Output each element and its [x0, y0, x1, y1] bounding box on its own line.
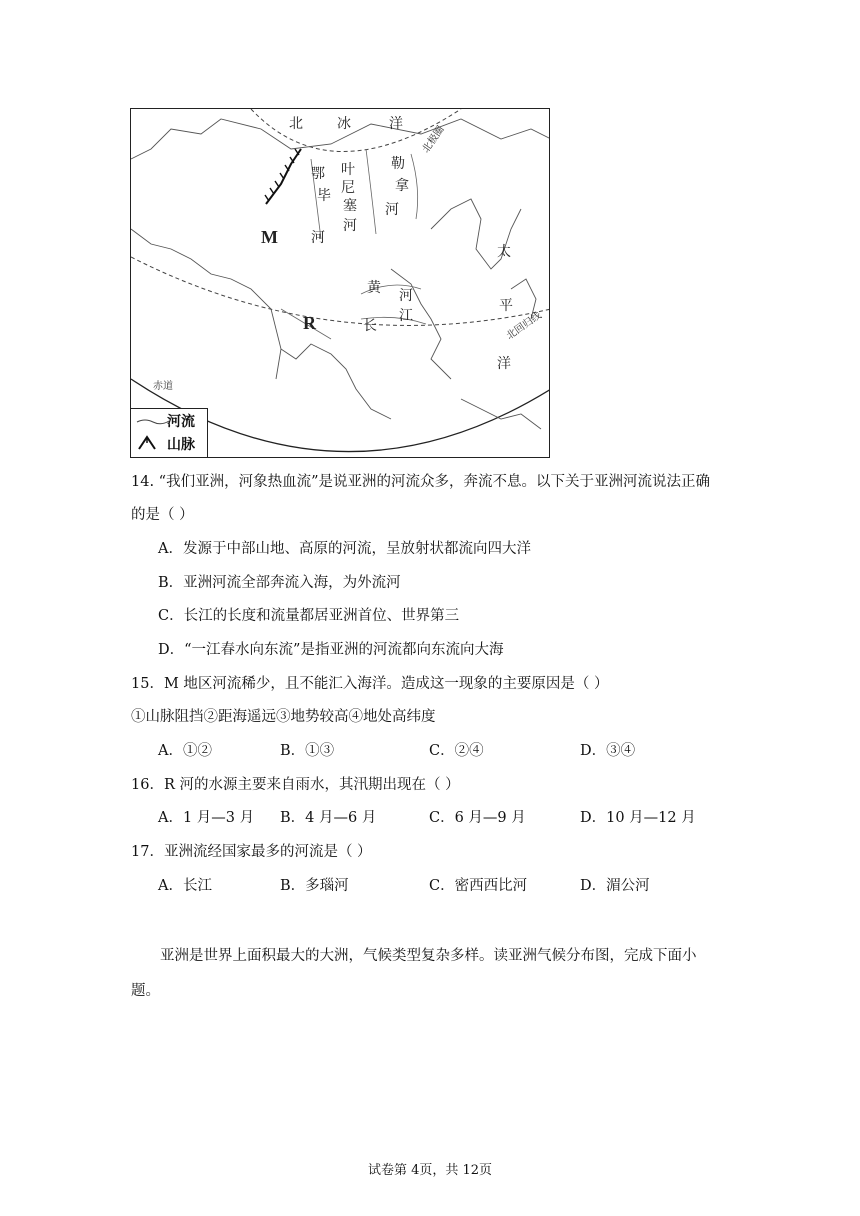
question-15: 15．M 地区河流稀少，且不能汇入海洋。造成这一现象的主要原因是（ ） — [131, 676, 609, 692]
legend-mountain: 山脉 — [167, 437, 195, 453]
map-legend — [131, 408, 208, 457]
label-yenisei-4: 河 — [343, 218, 357, 234]
label-pacific-1: 太 — [497, 244, 511, 260]
label-arctic-circle: 北极圈 — [420, 124, 447, 156]
label-pacific-3: 洋 — [497, 356, 511, 372]
q16-option-a: A．1 月—3 月 — [158, 810, 255, 826]
label-lena-2: 拿 — [395, 178, 409, 194]
q16-option-b: B．4 月—6 月 — [280, 810, 377, 826]
q15-option-c: C．②④ — [429, 743, 484, 759]
q17-option-b: B．多瑙河 — [280, 878, 349, 894]
label-equator: 赤道 — [153, 381, 173, 392]
label-arctic-3: 洋 — [389, 116, 403, 132]
label-ob-2: 毕 — [317, 188, 331, 204]
q14-option-c: C．长江的长度和流量都居亚洲首位、世界第三 — [158, 608, 460, 624]
q14-option-a: A．发源于中部山地、高原的河流，呈放射状都流向四大洋 — [158, 541, 531, 557]
label-ob-3: 河 — [311, 230, 325, 246]
label-arctic-2: 冰 — [337, 116, 351, 132]
label-yenisei-2: 尼 — [341, 180, 355, 196]
label-arctic-1: 北 — [289, 116, 303, 132]
label-huanghe-1: 黄 — [367, 280, 381, 296]
label-changjiang-1: 长 — [363, 318, 377, 334]
q17-option-a: A．长江 — [158, 878, 212, 894]
q15-option-a: A．①② — [158, 743, 212, 759]
label-M: M — [261, 227, 278, 247]
q16-option-d: D．10 月—12 月 — [580, 810, 696, 826]
q14-option-d: D．“一江春水向东流”是指亚洲的河流都向东流向大海 — [158, 642, 504, 658]
label-tropic: 北回归线 — [504, 310, 544, 343]
label-yenisei-1: 叶 — [341, 162, 355, 178]
label-changjiang-2: 江 — [399, 308, 413, 324]
question-14-cont: 的是（ ） — [131, 507, 194, 523]
label-pacific-2: 平 — [499, 298, 513, 314]
climate-intro-line2: 题。 — [131, 983, 160, 999]
asia-river-map — [130, 108, 550, 458]
q15-option-b: B．①③ — [280, 743, 335, 759]
label-R: R — [303, 313, 316, 333]
q15-option-d: D．③④ — [580, 743, 636, 759]
label-yenisei-3: 塞 — [343, 198, 357, 214]
label-lena-3: 河 — [385, 202, 399, 218]
label-huanghe-2: 河 — [399, 288, 413, 304]
legend-river: 河流 — [167, 414, 195, 430]
label-ob-1: 鄂 — [311, 166, 325, 182]
question-15-statements: ①山脉阻挡②距海遥远③地势较高④地处高纬度 — [131, 709, 436, 725]
question-14: 14. “我们亚洲，河象热血流”是说亚洲的河流众多，奔流不息。以下关于亚洲河流说法正确 — [131, 474, 710, 490]
question-16: 16．R 河的水源主要来自雨水，其汛期出现在（ ） — [131, 777, 460, 793]
climate-intro-line1: 亚洲是世界上面积最大的大洲，气候类型复杂多样。读亚洲气候分布图，完成下面小 — [160, 948, 697, 964]
q16-option-c: C．6 月—9 月 — [429, 810, 526, 826]
q14-option-b: B．亚洲河流全部奔流入海，为外流河 — [158, 575, 401, 591]
page-footer: 试卷第 4页，共 12页 — [367, 1163, 493, 1178]
q17-option-c: C．密西西比河 — [429, 878, 528, 894]
question-17: 17．亚洲流经国家最多的河流是（ ） — [131, 844, 372, 860]
q17-option-d: D．湄公河 — [580, 878, 650, 894]
label-lena-1: 勒 — [391, 156, 405, 172]
